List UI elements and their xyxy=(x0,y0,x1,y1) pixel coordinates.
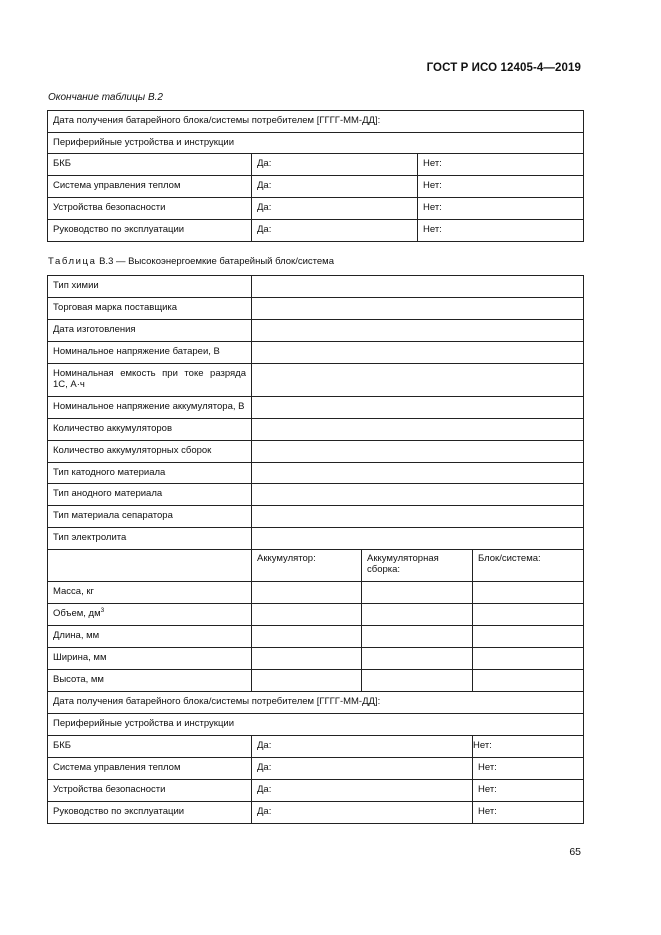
yes-cell: Да: xyxy=(252,176,418,198)
table-row xyxy=(48,758,584,780)
caption-text: B.3 — Высокоэнергоемкие батарейный блок/система xyxy=(99,256,334,267)
document-header: ГОСТ Р ИСО 12405-4—2019 xyxy=(426,62,581,74)
info-label: Торговая марка поставщика xyxy=(48,298,252,320)
row-label: БКБ xyxy=(48,736,252,758)
dim-label: Масса, кг xyxy=(48,582,252,604)
info-label: Дата изготовления xyxy=(48,320,252,342)
table-b2-caption: Окончание таблицы B.2 xyxy=(48,92,163,103)
table-row xyxy=(48,154,584,176)
table-row xyxy=(48,220,584,242)
col-header-cell: Аккумулятор: xyxy=(252,550,362,582)
table-row xyxy=(48,802,584,824)
info-label: Тип анодного материала xyxy=(48,484,252,506)
no-cell: Нет: xyxy=(418,220,584,242)
info-label: Номинальное напряжение аккумулятора, В xyxy=(48,397,252,419)
no-cell: Нет: xyxy=(473,758,584,780)
date-received-label: Дата получения батарейного блока/системы потребителем [ГГГГ-ММ-ДД]: xyxy=(48,692,584,714)
info-label: Тип электролита xyxy=(48,528,252,550)
caption-prefix: Таблица xyxy=(48,256,97,267)
table-row xyxy=(48,736,584,758)
row-label: БКБ xyxy=(48,154,252,176)
yes-cell: Да: xyxy=(252,758,473,780)
table-row xyxy=(48,780,584,802)
row-label: Устройства безопасности xyxy=(48,198,252,220)
no-cell: Нет: xyxy=(418,176,584,198)
yes-cell: Да: xyxy=(252,154,418,176)
date-received-label: Дата получения батарейного блока/системы потребителем [ГГГГ-ММ-ДД]: xyxy=(48,111,584,133)
no-cell: Нет: xyxy=(473,802,584,824)
col-header-module: Аккумуляторная сборка: xyxy=(362,550,473,582)
peripherals-label: Периферийные устройства и инструкции xyxy=(48,133,584,154)
col-header-pack: Блок/система: xyxy=(473,550,584,582)
no-cell: Нет: xyxy=(418,154,584,176)
dim-label: Длина, мм xyxy=(48,626,252,648)
info-label: Тип катодного материала xyxy=(48,463,252,484)
info-label: Количество аккумуляторных сборок xyxy=(48,441,252,463)
table-row xyxy=(48,176,584,198)
row-label: Система управления теплом xyxy=(48,176,252,198)
row-label: Руководство по эксплуатации xyxy=(48,220,252,242)
info-label: Количество аккумуляторов xyxy=(48,419,252,441)
no-cell: Нет: xyxy=(418,198,584,220)
yes-cell: Да: xyxy=(252,736,473,758)
info-label: Тип химии xyxy=(48,276,252,298)
peripherals-label: Периферийные устройства и инструкции xyxy=(48,714,584,736)
no-cell: Нет: xyxy=(473,780,584,802)
volume-exponent: 3 xyxy=(100,606,105,614)
info-label: Номинальная емкость при токе разряда 1С, А·ч xyxy=(48,364,252,397)
yes-cell: Да: xyxy=(252,220,418,242)
yes-cell: Да: xyxy=(252,198,418,220)
table-b3 xyxy=(47,275,584,824)
table-row xyxy=(48,198,584,220)
row-label: Руководство по эксплуатации xyxy=(48,802,252,824)
table-b3-caption xyxy=(48,256,334,267)
row-label: Устройства безопасности xyxy=(48,780,252,802)
dim-label: Высота, мм xyxy=(48,670,252,692)
row-label: Система управления теплом xyxy=(48,758,252,780)
dim-label xyxy=(48,604,252,626)
table-b2-end xyxy=(47,110,584,242)
volume-label: Объем, дм xyxy=(53,608,101,620)
no-cell: Нет: xyxy=(473,736,584,758)
yes-cell: Да: xyxy=(252,802,473,824)
info-label: Номинальное напряжение батареи, В xyxy=(48,342,252,364)
info-label: Тип материала сепаратора xyxy=(48,506,252,528)
page-number: 65 xyxy=(569,846,581,858)
dim-label: Ширина, мм xyxy=(48,648,252,670)
yes-cell: Да: xyxy=(252,780,473,802)
